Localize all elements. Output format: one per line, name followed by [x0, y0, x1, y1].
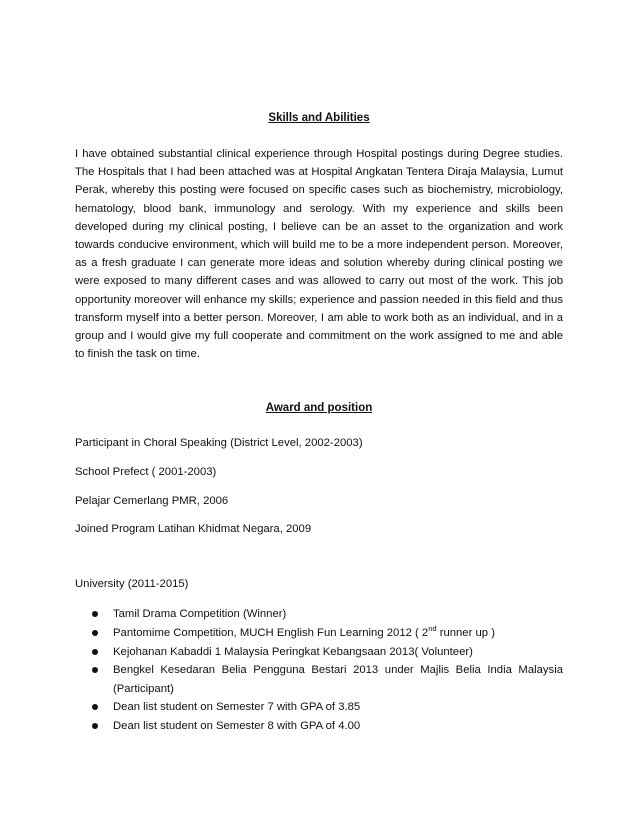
- list-item-text: Pantomime Competition, MUCH English Fun Learning 2012 ( 2nd runner up ): [113, 624, 495, 639]
- list-item: [75, 605, 563, 623]
- bullet-icon: [92, 649, 98, 655]
- list-item-text: Dean list student on Semester 7 with GPA of 3.85: [113, 701, 361, 714]
- list-item: [75, 643, 563, 661]
- list-item: [75, 717, 563, 735]
- list-item-text: Kejohanan Kabaddi 1 Malaysia Peringkat Kebangsaan 2013( Volunteer): [113, 645, 473, 658]
- list-item: [75, 698, 563, 716]
- list-item-text: Tamil Drama Competition (Winner): [113, 608, 287, 620]
- list-item-text: Bengkel Kesedaran Belia Pengguna Bestari 2013 under Majlis Belia India Malaysia (Participant): [113, 664, 563, 695]
- bullet-icon: [92, 630, 98, 636]
- university-list: [75, 605, 563, 736]
- awards-heading: Award and position: [265, 402, 373, 414]
- university-label: University (2011-2015): [75, 578, 189, 590]
- skills-paragraph: I have obtained substantial clinical experience through Hospital postings during Degree studies. The Hospitals that I had been attached was at Hospital Angkatan Tentera Diraja Malaysia, Lumut Perak, whereby this posting were focused on specific cases such as biochemistry, microbiology, hematology, blood bank, immunology and serology. With my experience and skills been developed during my clinical posting, I believe can be an asset to the organization and work towards conducive environment, which will build me to be a more independent person. Moreover, as a fresh graduate I can generate more ideas and solution whereby during clinical posting we were exposed to many different cases and was allowed to carry out most of the work. This job opportunity moreover will enhance my skills; experience and passion needed in this field and thus transform myself into a better person. Moreover, I am able to work both as an individual, and in a group and I would give my full cooperate and commitment on the work assigned to me and able to finish the task on time.: [75, 148, 563, 361]
- award-item: School Prefect ( 2001-2003): [75, 466, 217, 478]
- award-item: Joined Program Latihan Khidmat Negara, 2009: [75, 523, 312, 535]
- list-item: [75, 661, 563, 697]
- award-item: Participant in Choral Speaking (District Level, 2002-2003): [75, 437, 363, 449]
- list-item-text: Dean list student on Semester 8 with GPA of 4.00: [113, 720, 361, 733]
- skills-heading: Skills and Abilities: [268, 112, 370, 124]
- list-item: [75, 624, 563, 642]
- bullet-icon: [92, 723, 98, 729]
- award-item: Pelajar Cemerlang PMR, 2006: [75, 495, 229, 507]
- bullet-icon: [92, 611, 98, 617]
- bullet-icon: [92, 667, 98, 673]
- bullet-icon: [92, 704, 98, 710]
